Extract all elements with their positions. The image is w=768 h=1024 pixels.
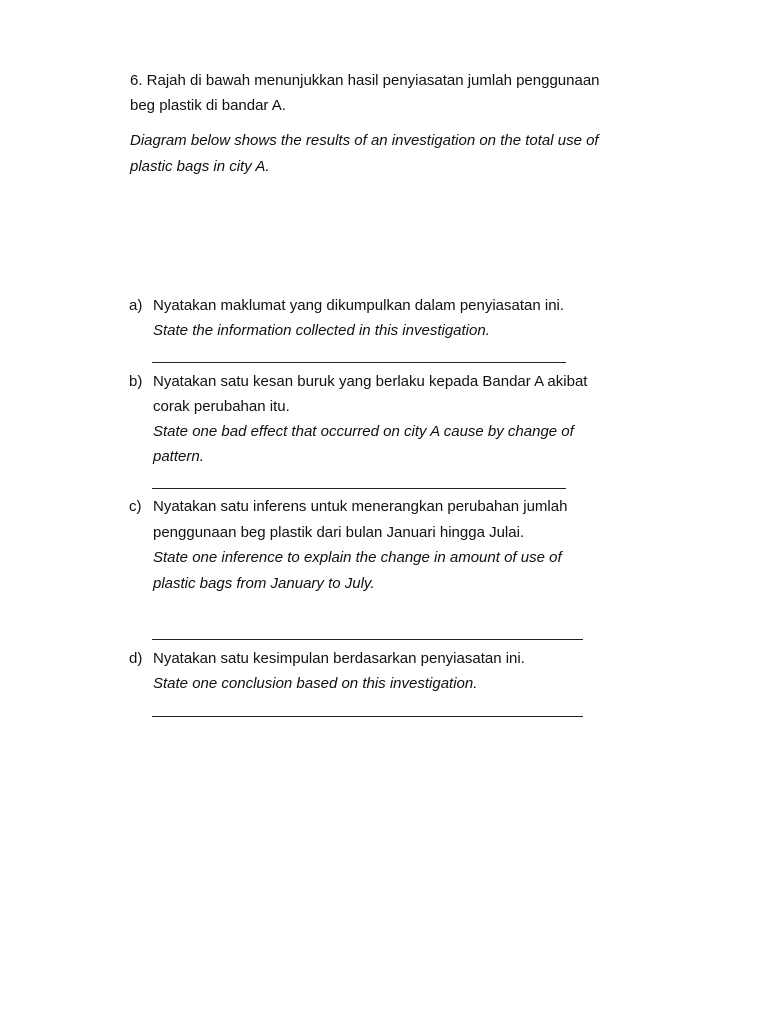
question-c-english-line-2: plastic bags from January to July. <box>153 575 375 592</box>
question-a-letter: a) <box>129 297 143 314</box>
question-b-answer-line[interactable] <box>152 488 566 489</box>
question-b-malay-line-1: Nyatakan satu kesan buruk yang berlaku kepada Bandar A akibat <box>153 373 588 390</box>
intro-english-line-1: Diagram below shows the results of an investigation on the total use of <box>130 132 599 149</box>
question-c-answer-line[interactable] <box>152 639 583 640</box>
question-d-letter: d) <box>129 650 143 667</box>
question-d-answer-line[interactable] <box>152 716 583 717</box>
question-a-answer-line[interactable] <box>152 362 566 363</box>
question-b-english-line-2: pattern. <box>153 448 204 465</box>
intro-english-line-2: plastic bags in city A. <box>130 158 270 175</box>
question-a-malay-line-1: Nyatakan maklumat yang dikumpulkan dalam penyiasatan ini. <box>153 297 565 314</box>
question-a-english-line-1: State the information collected in this investigation. <box>153 322 490 339</box>
question-c-english-line-1: State one inference to explain the change in amount of use of <box>153 549 562 566</box>
question-b-english-line-1: State one bad effect that occurred on city A cause by change of <box>153 423 574 440</box>
question-c-letter: c) <box>129 498 142 515</box>
question-d-malay-line-1: Nyatakan satu kesimpulan berdasarkan penyiasatan ini. <box>153 650 525 667</box>
question-c-malay-line-1: Nyatakan satu inferens untuk menerangkan perubahan jumlah <box>153 498 568 515</box>
question-d-english-line-1: State one conclusion based on this investigation. <box>153 675 478 692</box>
intro-malay-line-1: 6. Rajah di bawah menunjukkan hasil penyiasatan jumlah penggunaan <box>130 72 600 89</box>
question-b-malay-line-2: corak perubahan itu. <box>153 398 290 415</box>
intro-malay-line-2: beg plastik di bandar A. <box>130 97 286 114</box>
question-c-malay-line-2: penggunaan beg plastik dari bulan Januari hingga Julai. <box>153 524 525 541</box>
question-b-letter: b) <box>129 373 143 390</box>
